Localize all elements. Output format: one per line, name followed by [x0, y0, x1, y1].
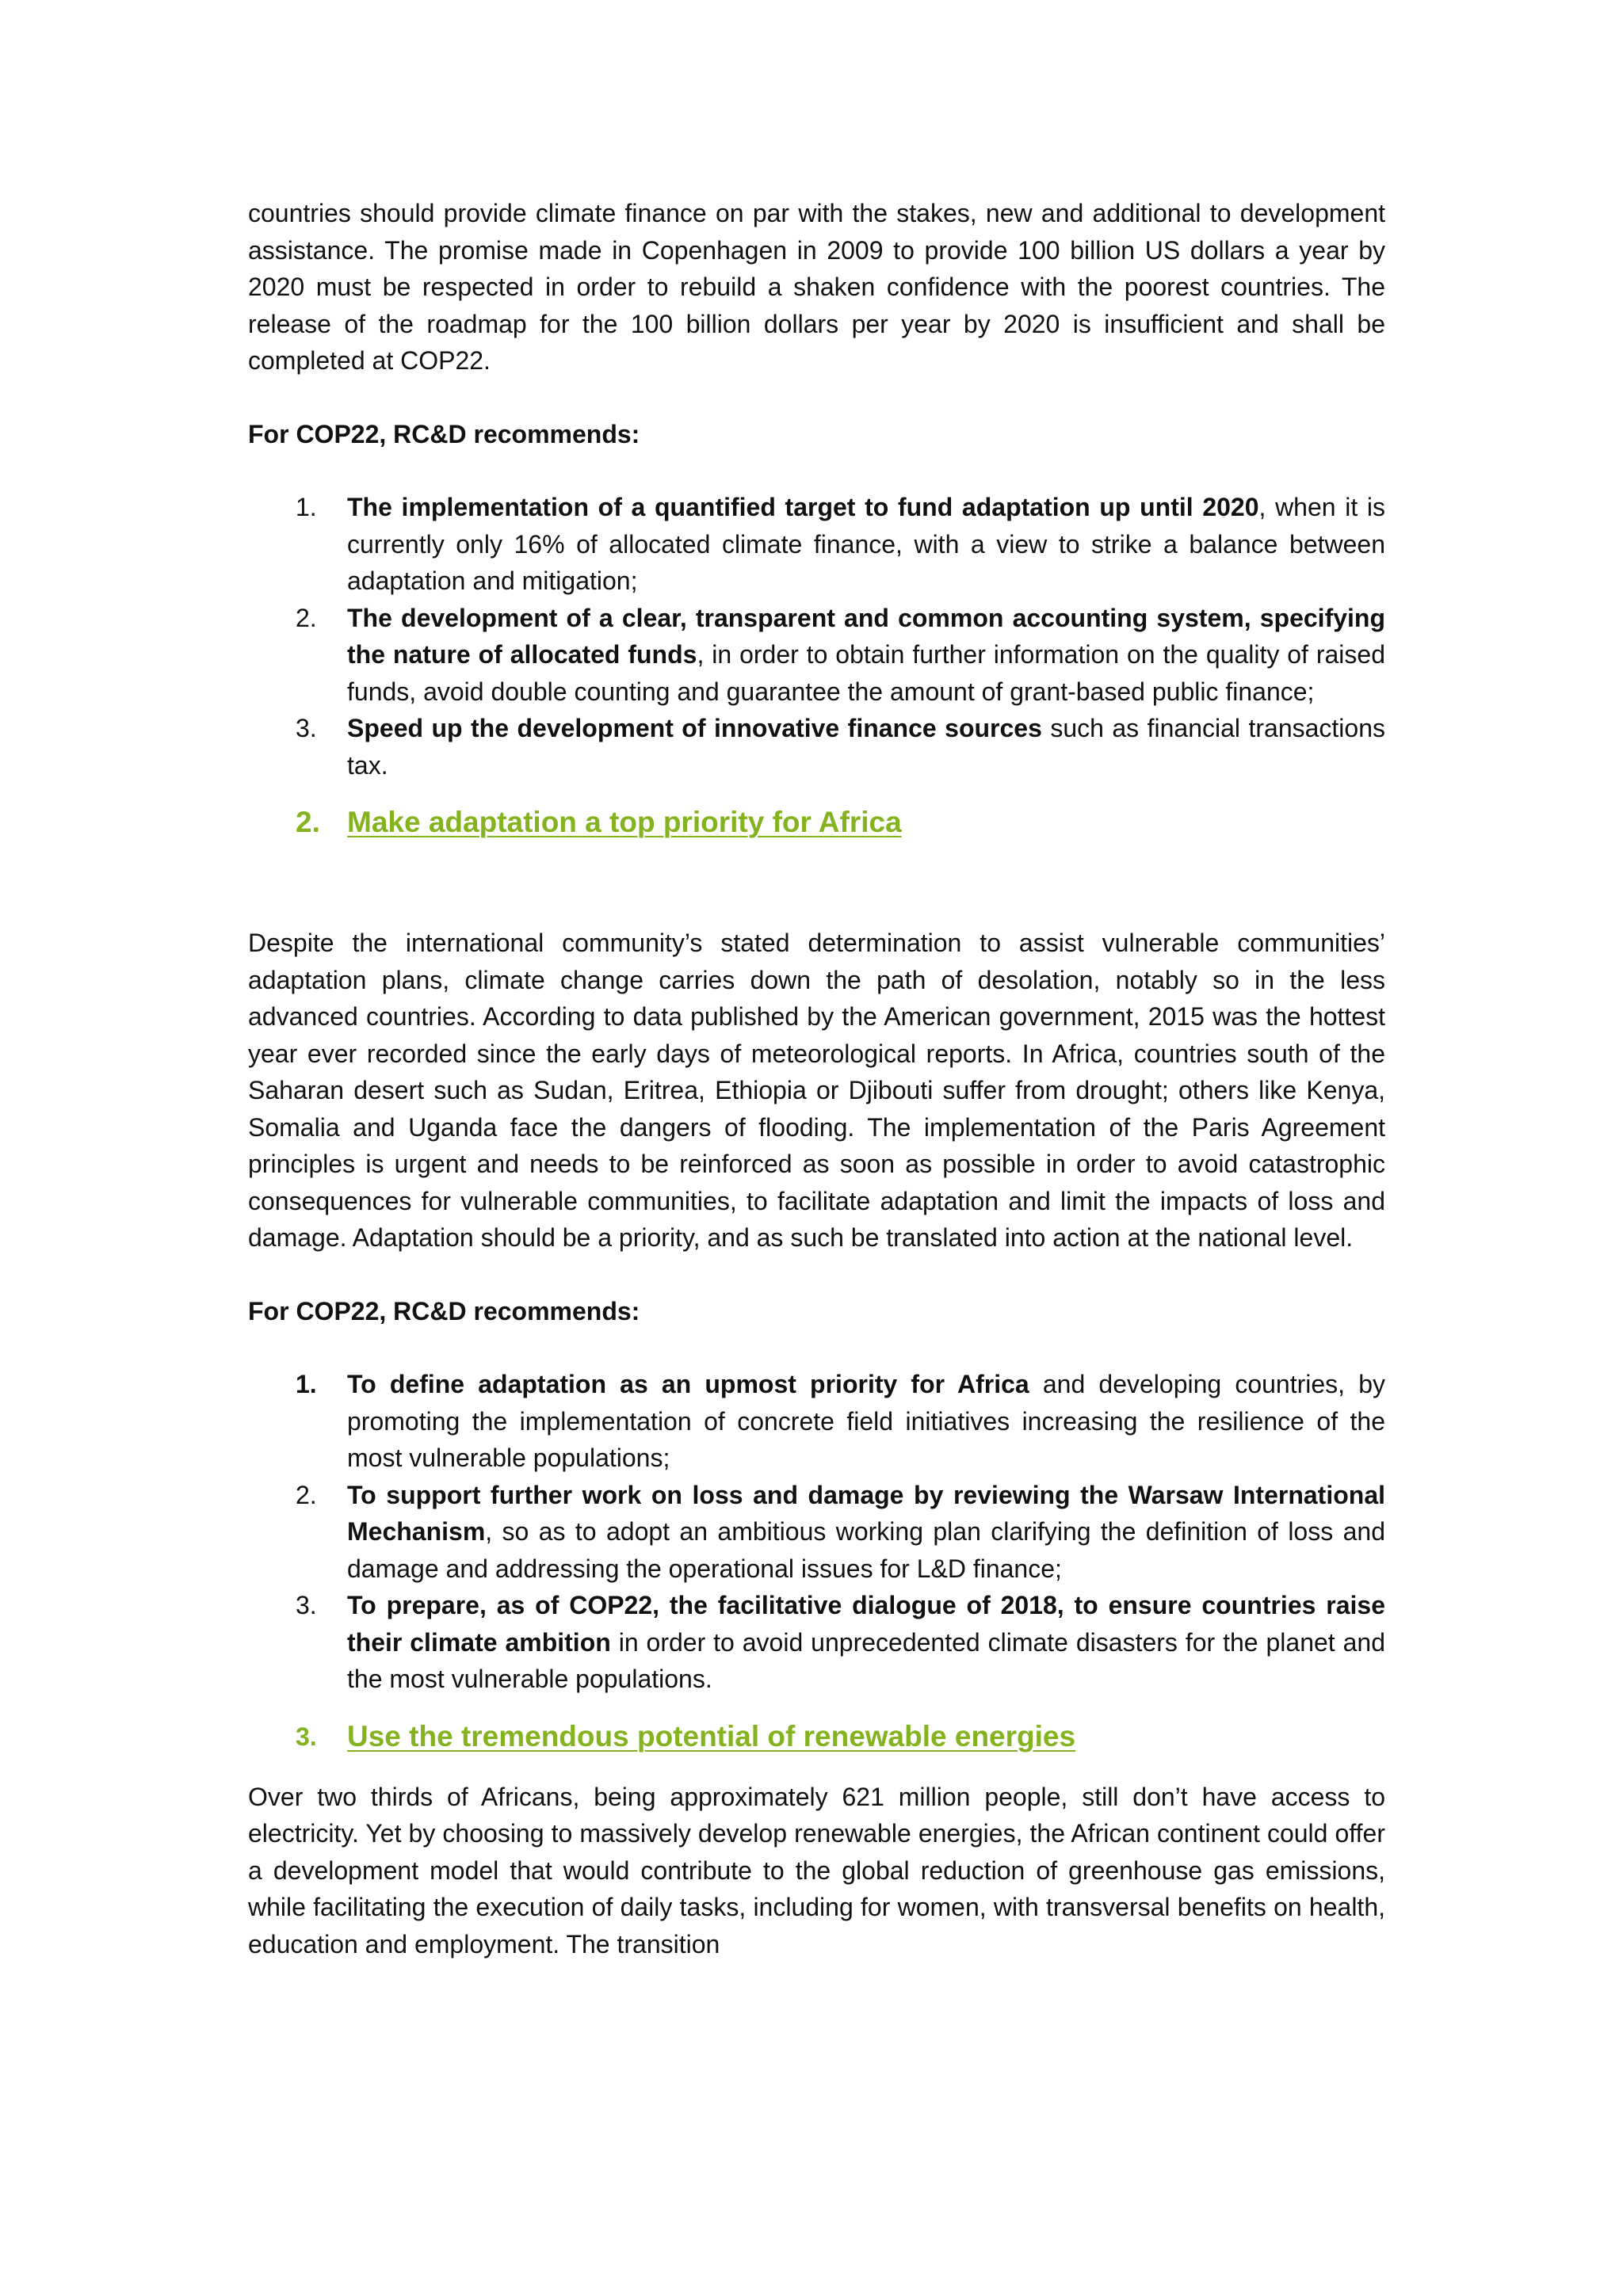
list-item-text: such as financial transactions tax. [347, 714, 1386, 780]
section-3-paragraph: Over two thirds of Africans, being approximately 621 million people, still don’t have access to electricity. Yet by choosing to massively develop renewable energies, the African continent could offer a development model that would contribute to the global reduction of greenhouse gas emissions, while facilitating the execution of daily tasks, including for women, with transversal benefits on health, education and employment. The transition [248, 1782, 1385, 1958]
list-item [248, 489, 1385, 600]
list-item-text: in order to avoid unprecedented climate disasters for the planet and the most vulnerable populations. [347, 1627, 1386, 1693]
list-item [248, 1477, 1385, 1588]
section-2-paragraph: Despite the international community’s stated determination to assist vulnerable communities’ adaptation plans, climate change carries down the path of desolation, notably so in the less advanced countries. According to data published by the American government, 2015 was the hottest year ever recorded since the early days of meteorological reports. In Africa, countries south of the Saharan desert such as Sudan, Eritrea, Ethiopia or Djibouti suffer from drought; others like Kenya, Somalia and Uganda face the dangers of flooding. The implementation of the Paris Agreement principles is urgent and needs to be reinforced as soon as possible in order to avoid catastrophic consequences for vulnerable communities, to facilitate adaptation and limit the impacts of loss and damage. Adaptation should be a priority, and as such be translated into action at the national level. [248, 929, 1385, 1252]
recommendations-list-2 [248, 1366, 1385, 1698]
list-item-bold: The development of a clear, transparent and common accounting system, specifying the nature of allocated funds [347, 603, 1385, 669]
section-number: 3. [296, 1722, 317, 1751]
section-title: Use the tremendous potential of renewable energies [347, 1719, 1076, 1753]
recommendations-list-1 [248, 489, 1385, 784]
list-item-bold: To support further work on loss and damage by reviewing the Warsaw International Mechanism [347, 1480, 1385, 1546]
list-item-number: 2. [296, 1480, 317, 1509]
list-item-text: , so as to adopt an ambitious working plan clarifying the definition of loss and damage and addressing the operational issues for L&D finance; [347, 1517, 1385, 1583]
list-item-text: , in order to obtain further information on the quality of raised funds, avoid double counting and guarantee the amount of grant-based public finance; [347, 640, 1386, 706]
section-title: Make adaptation a top priority for Africa [347, 806, 902, 838]
recommendations-heading-1: For COP22, RC&D recommends: [248, 419, 640, 448]
list-item-number: 1. [296, 1370, 317, 1398]
recommendations-heading-2: For COP22, RC&D recommends: [248, 1296, 640, 1325]
list-item [248, 1366, 1385, 1477]
list-item-number: 3. [296, 714, 317, 742]
list-item-bold: To prepare, as of COP22, the facilitative dialogue of 2018, to ensure countries raise their climate ambition [347, 1591, 1385, 1657]
list-item-text: , when it is currently only 16% of allocated climate finance, with a view to strike a balance between adaptation and mitigation; [347, 493, 1386, 595]
list-item [248, 600, 1385, 711]
section-heading-2 [248, 803, 1385, 842]
document-page [248, 195, 1385, 1962]
list-item-bold: The implementation of a quantified target to fund adaptation up until 2020 [347, 493, 1259, 521]
list-item-number: 2. [296, 603, 317, 632]
intro-paragraph: countries should provide climate finance on par with the stakes, new and additional to development assistance. The promise made in Copenhagen in 2009 to provide 100 billion US dollars a year by 2020 must be respected in order to rebuild a shaken confidence with the poorest countries. The release of the roadmap for the 100 billion dollars per year by 2020 is insufficient and shall be completed at COP22. [248, 199, 1385, 375]
list-item-number: 1. [296, 493, 317, 521]
section-heading-3 [248, 1717, 1385, 1756]
list-item-text: and developing countries, by promoting the implementation of concrete field initiatives increasing the resilience of the most vulnerable populations; [347, 1370, 1386, 1472]
list-item-bold: Speed up the development of innovative finance sources [347, 714, 1042, 742]
list-item-bold: To define adaptation as an upmost priority for Africa [347, 1370, 1029, 1398]
list-item [248, 1587, 1385, 1698]
list-item [248, 710, 1385, 784]
list-item-number: 3. [296, 1591, 317, 1619]
section-number: 2. [296, 806, 320, 838]
